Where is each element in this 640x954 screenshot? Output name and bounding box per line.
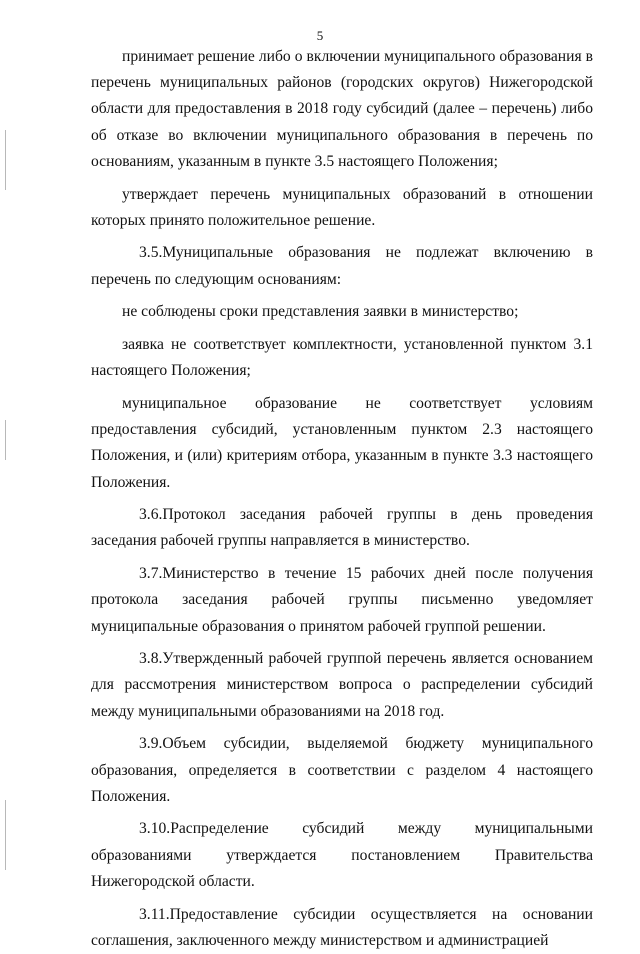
scan-edge-line: [5, 420, 6, 460]
item-number: 3.11.: [139, 905, 170, 923]
item-number: 3.5.: [139, 244, 163, 262]
paragraph-conditions-mismatch: муниципальное образование не соответствует условиям предоставления субсидий, установленным пунктом 2.3 настоящего Положения, и (или) критериям отбора, указанным в пункте 3.3 настоящего Положения.: [91, 394, 593, 491]
paragraph-decision-inclusion: принимает решение либо о включении муниципального образования в перечень муниципальных районов (городских округов) Нижегородской области для предоставления в 2018 году субсидий (далее – перечень) либо об отказе во включении муниципального образования в перечень по основаниям, указанным в пункте 3.5 настоящего Положения;: [91, 48, 593, 170]
paragraph-approves-list: утверждает перечень муниципальных образований в отношении которых принято положительное решение.: [91, 185, 593, 229]
paragraph-3-7: 3.7.Министерство в течение 15 рабочих дней после получения протокола заседания рабочей группы письменно уведомляет муниципальные образования о принятом рабочей группой решении.: [91, 561, 593, 640]
paragraph-deadline-violation: не соблюдены сроки представления заявки в министерство;: [122, 303, 519, 321]
item-number: 3.9.: [139, 735, 163, 753]
paragraph-3-6: 3.6.Протокол заседания рабочей группы в день проведения заседания рабочей группы направляется в министерство.: [91, 502, 593, 554]
page-number: 5: [316, 28, 324, 43]
item-number: 3.10.: [139, 820, 171, 838]
paragraph-incomplete-application: заявка не соответствует комплектности, установленной пунктом 3.1 настоящего Положения;: [91, 336, 593, 380]
scan-edge-line: [5, 130, 6, 190]
item-number: 3.7.: [139, 565, 163, 583]
document-body: [91, 44, 593, 954]
item-number: 3.6.: [139, 506, 163, 524]
paragraph-3-10: 3.10.Распределение субсидий между муниципальными образованиями утверждается постановлением Правительства Нижегородской области.: [91, 816, 593, 895]
paragraph-3-9: 3.9.Объем субсидии, выделяемой бюджету муниципального образования, определяется в соответствии с разделом 4 настоящего Положения.: [91, 731, 593, 810]
paragraph-3-5: 3.5.Муниципальные образования не подлежат включению в перечень по следующим основаниям:: [91, 240, 593, 292]
paragraph-3-8: 3.8.Утвержденный рабочей группой перечень является основанием для рассмотрения министерством вопроса о распределении субсидий между муниципальными образованиями на 2018 год.: [91, 646, 593, 725]
item-number: 3.8.: [139, 650, 163, 668]
paragraph-3-11: 3.11.Предоставление субсидии осуществляется на основании соглашения, заключенного между министерством и администрацией: [91, 902, 593, 954]
scan-edge-line: [5, 800, 6, 870]
